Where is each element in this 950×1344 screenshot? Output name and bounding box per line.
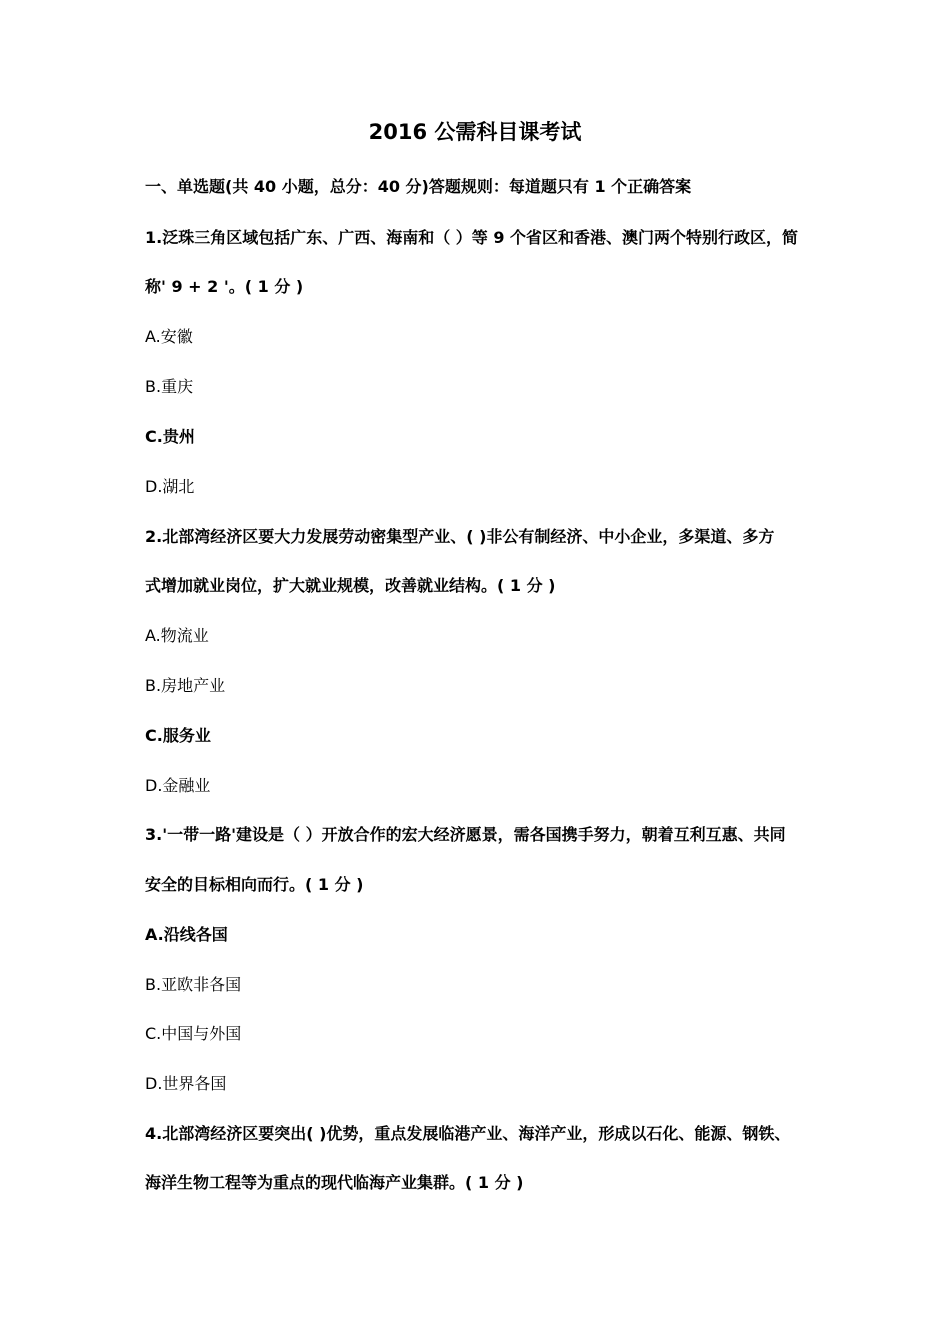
- question-1-stem-line-2: 称' 9 + 2 '。( 1 分 ): [145, 277, 304, 296]
- question-3-option-a: A.沿线各国: [145, 925, 228, 944]
- question-2-stem-line-1: 2.北部湾经济区要大力发展劳动密集型产业、( )非公有制经济、中小企业，多渠道、多方: [145, 527, 775, 546]
- question-1-stem-line-1: 1.泛珠三角区域包括广东、广西、海南和（ ）等 9 个省区和香港、澳门两个特别行政区，简: [145, 228, 799, 247]
- question-1-option-d: D.湖北: [145, 477, 195, 496]
- question-1-option-a: A.安徽: [145, 327, 193, 346]
- page-title: 2016 公需科目课考试: [368, 120, 582, 144]
- question-2-option-b: B.房地产业: [145, 676, 226, 695]
- section-header: 一、单选题(共 40 小题，总分：40 分)答题规则：每道题只有 1 个正确答案: [145, 177, 692, 196]
- question-3-option-d: D.世界各国: [145, 1074, 227, 1093]
- question-3-stem-line-2: 安全的目标相向而行。( 1 分 ): [145, 875, 364, 894]
- question-4-stem-line-1: 4.北部湾经济区要突出( )优势，重点发展临港产业、海洋产业，形成以石化、能源、钢铁、: [145, 1124, 791, 1143]
- question-2-option-a: A.物流业: [145, 626, 209, 645]
- question-2-option-d: D.金融业: [145, 776, 211, 795]
- question-1-option-b: B.重庆: [145, 377, 194, 396]
- question-2-stem-line-2: 式增加就业岗位，扩大就业规模，改善就业结构。( 1 分 ): [145, 576, 556, 595]
- question-1-option-c: C.贵州: [145, 427, 195, 446]
- question-2-option-c: C.服务业: [145, 726, 211, 745]
- question-4-stem-line-2: 海洋生物工程等为重点的现代临海产业集群。( 1 分 ): [145, 1173, 524, 1192]
- question-3-stem-line-1: 3.'一带一路'建设是（ ）开放合作的宏大经济愿景，需各国携手努力，朝着互利互惠、共同: [145, 825, 786, 844]
- question-3-option-c: C.中国与外国: [145, 1024, 242, 1043]
- question-3-option-b: B.亚欧非各国: [145, 975, 242, 994]
